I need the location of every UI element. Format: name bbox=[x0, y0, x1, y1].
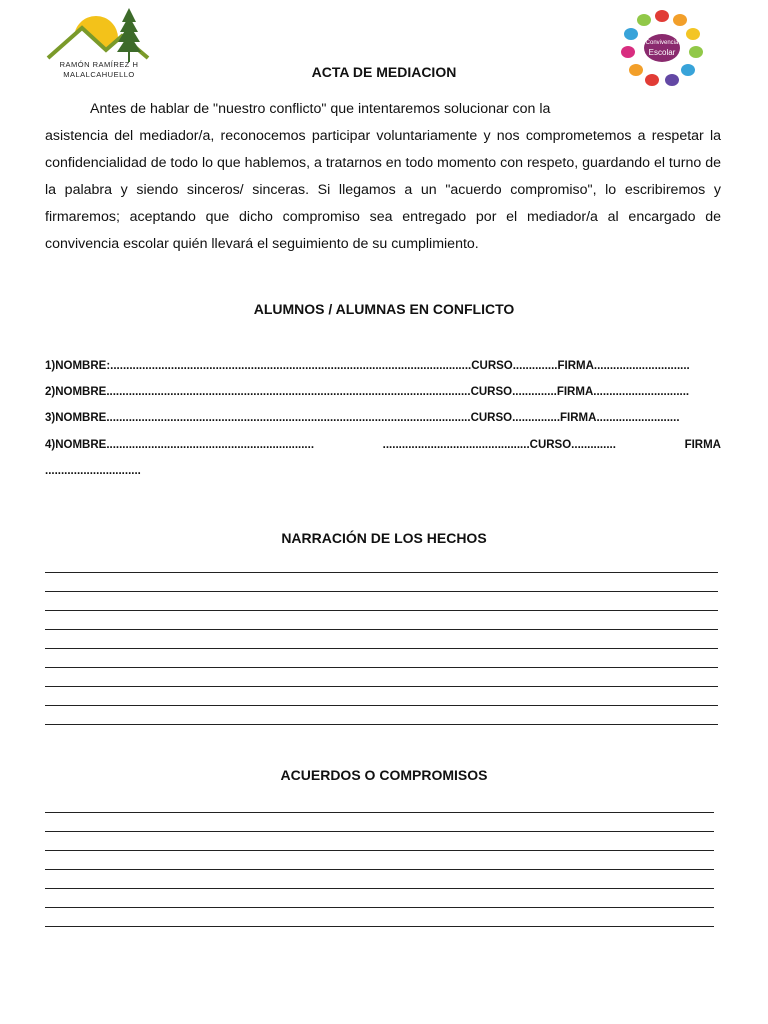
narration-line[interactable] bbox=[45, 724, 718, 725]
intro-body: asistencia del mediador/a, reconocemos participar voluntariamente y nos comprometemos a respetar la confidencialidad de todo lo que hablemos, a tratarnos en todo momento con respeto, guardando el turno de la palabra y siendo sinceros/ sinceras. Si llegamos a un "acuerdo compromiso", lo escribiremos y firmaremos; aceptando que dicho compromiso sea entregado por el mediador/a al encargado de convivencia escolar quién llevará el seguimiento de su cumplimiento. bbox=[45, 128, 721, 252]
intro-paragraph bbox=[45, 96, 721, 258]
narration-line[interactable] bbox=[45, 572, 718, 573]
badge-big-text: Escolar bbox=[648, 48, 676, 57]
agreements-heading: ACUERDOS O COMPROMISOS bbox=[280, 767, 488, 783]
student-row-2[interactable] bbox=[45, 386, 721, 398]
student-row-4-firma-line[interactable] bbox=[45, 465, 721, 477]
agreement-line[interactable] bbox=[45, 869, 714, 870]
student-row-1-text: 1)NOMBRE:.................................................................................................................CURSO..............FIRMA.............................. bbox=[45, 360, 690, 372]
narration-line[interactable] bbox=[45, 629, 718, 630]
student-row-4[interactable] bbox=[45, 439, 721, 451]
convivencia-badge bbox=[644, 34, 680, 62]
page-title: ACTA DE MEDIACION bbox=[311, 64, 457, 80]
narration-line[interactable] bbox=[45, 648, 718, 649]
narration-heading: NARRACIÓN DE LOS HECHOS bbox=[281, 530, 487, 546]
student-row-4-firma-dots: .............................. bbox=[45, 465, 141, 477]
agreement-line[interactable] bbox=[45, 850, 714, 851]
agreement-line[interactable] bbox=[45, 907, 714, 908]
agreement-line[interactable] bbox=[45, 831, 714, 832]
student-row-1[interactable] bbox=[45, 360, 721, 372]
badge-small-text: Convivencia bbox=[645, 40, 679, 46]
agreement-line[interactable] bbox=[45, 812, 714, 813]
school-name-line2: MALALCAHUELLO bbox=[63, 70, 135, 79]
mountain-sun-icon bbox=[44, 8, 154, 68]
narration-line[interactable] bbox=[45, 610, 718, 611]
student-row-2-text: 2)NOMBRE..................................................................................................................CURSO..............FIRMA.............................. bbox=[45, 386, 690, 398]
student-row-4-curso: ..............................................CURSO.............. bbox=[382, 439, 616, 451]
student-row-3[interactable] bbox=[45, 412, 721, 424]
narration-line[interactable] bbox=[45, 667, 718, 668]
intro-first-line: Antes de hablar de "nuestro conflicto" que intentaremos solucionar con la bbox=[90, 101, 551, 117]
student-row-4-name: 4)NOMBRE................................................................. bbox=[45, 439, 315, 451]
narration-line[interactable] bbox=[45, 686, 718, 687]
student-row-4-firma-label: FIRMA bbox=[684, 439, 721, 451]
student-row-3-text: 3)NOMBRE..................................................................................................................CURSO...............FIRMA.......................... bbox=[45, 412, 680, 424]
agreement-line[interactable] bbox=[45, 888, 714, 889]
narration-line[interactable] bbox=[45, 591, 718, 592]
narration-line[interactable] bbox=[45, 705, 718, 706]
students-heading: ALUMNOS / ALUMNAS EN CONFLICTO bbox=[253, 301, 515, 317]
school-name-line1: RAMÓN RAMÍREZ H bbox=[59, 60, 139, 69]
agreement-line[interactable] bbox=[45, 926, 714, 927]
